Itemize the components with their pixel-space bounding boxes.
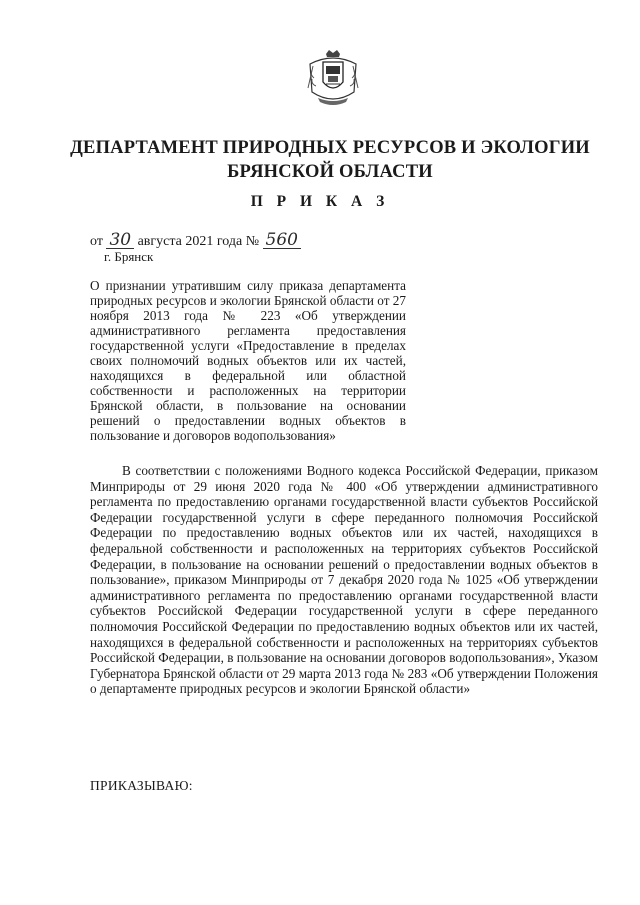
order-day-handwritten: 30 [106,232,134,249]
order-month-year: августа 2021 года № [137,234,260,249]
order-subject: О признании утратившим силу приказа департамента природных ресурсов и экологии Брянской области от 27 ноября 2013 года № 223 «Об утверждении административного регламента предоставления государственной услуги «Предоставление в пределах своих полномочий водных объектов или их частей, находящихся в федеральной или областной собственности и расположенных на территории Брянской области, в пользование на основании решений о предоставлении водных объектов в пользование и договоров водопользования» [90,278,406,443]
order-heading: П Р И К А З [250,193,390,210]
department-title: ДЕПАРТАМЕНТ ПРИРОДНЫХ РЕСУРСОВ И ЭКОЛОГИИ БРЯНСКОЙ ОБЛАСТИ [70,138,590,182]
coat-of-arms-icon [304,48,362,110]
order-directive: ПРИКАЗЫВАЮ: [90,778,193,793]
order-city: г. Брянск [104,249,154,264]
order-prefix: от [90,234,103,249]
order-date-line [90,232,301,250]
order-number-handwritten: 560 [263,232,301,249]
order-preamble: В соответствии с положениями Водного кодекса Российской Федерации, приказом Минприроды от 29 июня 2020 года № 400 «Об утверждении административного регламента по предоставлению органами государственной власти субъектов Российской Федерации государственной услуги в сфере переданного полномочия Российской Федерации по предоставлению водных объектов или их частей, находящихся в федеральной собственности и расположенных на территориях субъектов Российской Федерации, в пользование на основании решений о предоставлении водных объектов в пользование», приказом Минприроды от 7 декабря 2020 года № 1025 «Об утверждении административного регламента по предоставлению органами государственной власти субъектов Российской Федерации государственной услуги в сфере переданного полномочия Российской Федерации по предоставлению водных объектов или их частей, находящихся в федеральной собственности и расположенных на территориях субъектов Российской Федерации, в пользование на основании договоров водопользования», Указом Губернатора Брянской области от 29 марта 2013 года № 283 «Об утверждении Положения о департаменте природных ресурсов и экологии Брянской области» [90,463,598,697]
